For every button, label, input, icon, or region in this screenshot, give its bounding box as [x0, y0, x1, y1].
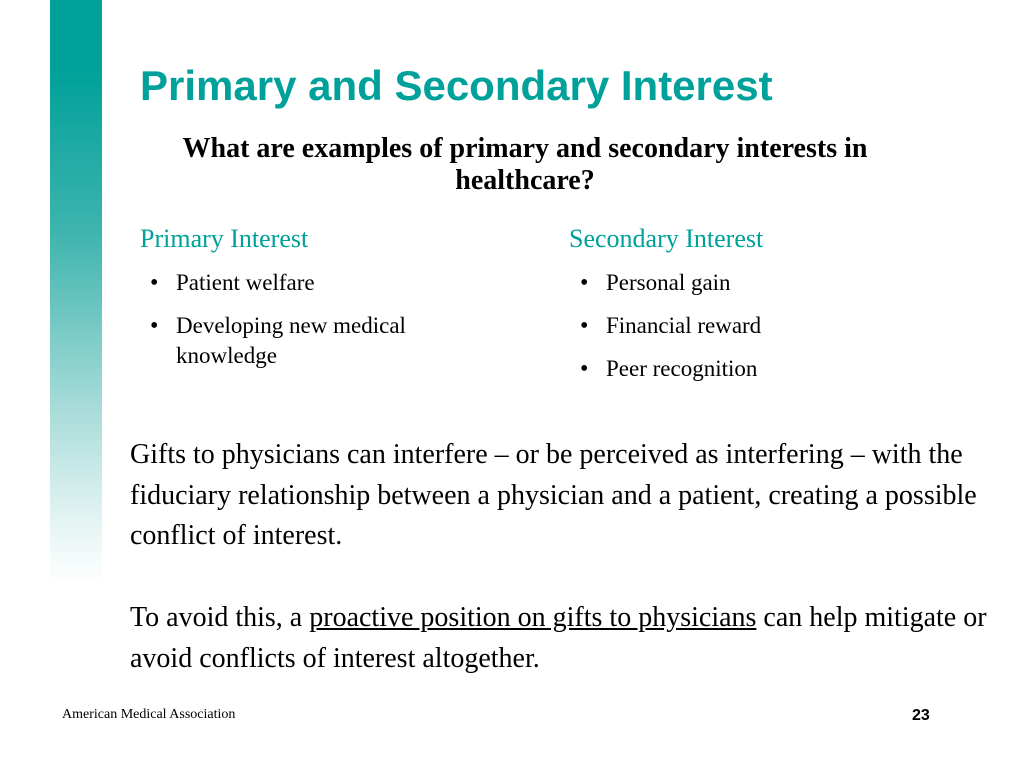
bullet-icon: •: [150, 313, 159, 339]
decorative-side-bar: [50, 0, 102, 585]
list-item: [150, 311, 500, 371]
list-item-text: Patient welfare: [176, 270, 315, 295]
avoid-paragraph-end: can help mitigate or avoid conflicts of interest altogether.: [130, 602, 987, 674]
avoid-paragraph-start: To avoid this, a: [130, 602, 310, 633]
list-item-text: Developing new medical knowledge: [176, 313, 406, 368]
bullet-icon: •: [150, 270, 159, 296]
secondary-interest-heading: Secondary Interest: [569, 224, 764, 253]
list-item-text: Peer recognition: [606, 356, 758, 381]
list-item-text: Personal gain: [606, 270, 731, 295]
slide-subtitle: What are examples of primary and secondary interests in healthcare?: [182, 133, 868, 196]
list-item: [580, 311, 910, 341]
bullet-icon: •: [580, 356, 589, 382]
list-item: [580, 268, 910, 298]
bullet-icon: •: [580, 270, 589, 296]
avoid-paragraph: [130, 598, 1000, 679]
bullet-icon: •: [580, 313, 589, 339]
gifts-paragraph: Gifts to physicians can interfere – or be perceived as interfering – with the fiduciary relationship between a physician and a patient, creating a possible conflict of interest.: [130, 439, 977, 551]
page-number: 23: [912, 707, 930, 724]
proactive-position-link[interactable]: proactive position on gifts to physicians: [309, 602, 757, 633]
slide-title: Primary and Secondary Interest: [140, 62, 773, 109]
primary-interest-list: [150, 268, 500, 384]
secondary-interest-list: [580, 268, 910, 397]
footer-organization: American Medical Association: [62, 707, 236, 722]
list-item-text: Financial reward: [606, 313, 762, 338]
list-item: [150, 268, 500, 298]
list-item: [580, 354, 910, 384]
primary-interest-heading: Primary Interest: [140, 224, 309, 253]
